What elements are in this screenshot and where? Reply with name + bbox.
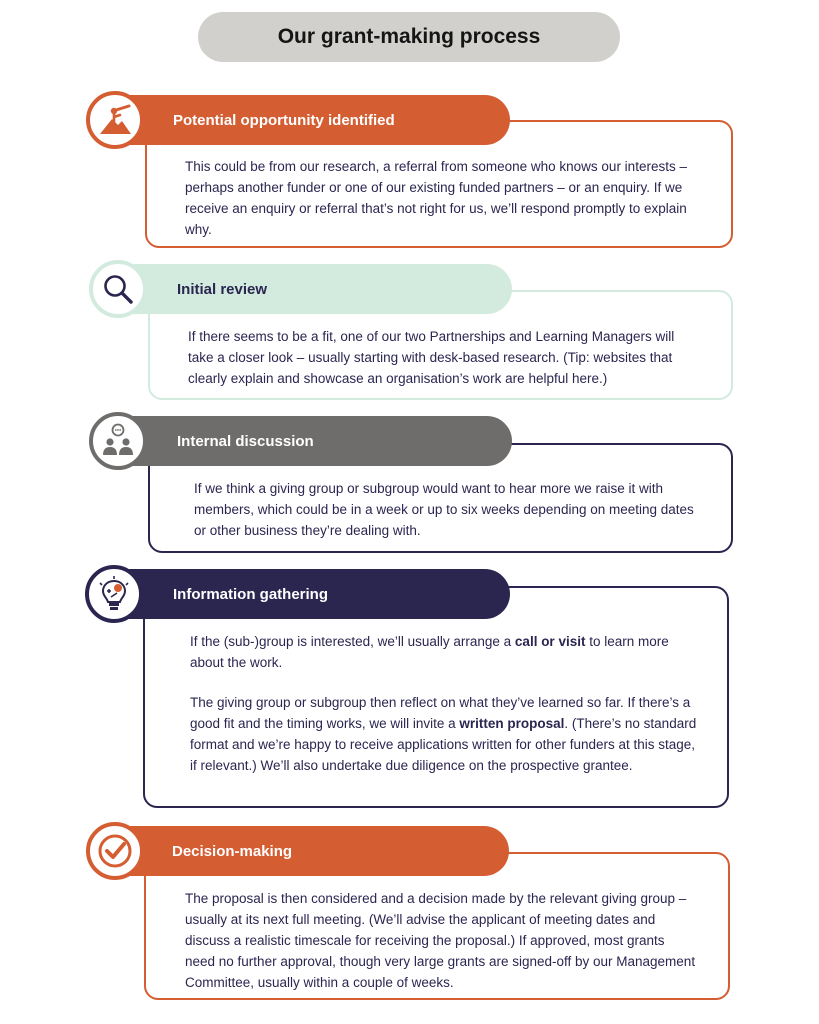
- step-header-information: [118, 569, 510, 619]
- checkmark-icon: [95, 831, 135, 871]
- page-title: Our grant-making process: [198, 12, 620, 62]
- step-body-paragraph-2: The giving group or subgroup then reflect on what they’ve learned so far. If there’s a good fit and the timing works, we will invite a written proposal. (There’s no standard format and we’re happy to receive applications written for other funders at this stage, if relevant.) We’ll also undertake due diligence on the prospective grantee.: [190, 695, 697, 773]
- step-header-decision: [117, 826, 509, 876]
- step-icon-review: [89, 260, 147, 318]
- step-icon-opportunity: [86, 91, 144, 149]
- people-discussion-icon: [99, 422, 137, 460]
- step-body: If we think a giving group or subgroup would want to hear more we raise it with members, which could be in a week or up to six weeks depending on meeting dates or other business they’re dealing with.: [194, 481, 694, 538]
- step-heading: Information gathering: [173, 585, 328, 603]
- step-heading: Decision-making: [172, 842, 293, 860]
- step-icon-discussion: [89, 412, 147, 470]
- step-body-paragraph-1: If the (sub-)group is interested, we’ll usually arrange a call or visit to learn more about the work.: [190, 634, 669, 670]
- step-heading: Initial review: [177, 280, 268, 298]
- step-header-review: [120, 264, 512, 314]
- lightbulb-ideas-icon: [95, 575, 133, 613]
- step-body: If there seems to be a fit, one of our two Partnerships and Learning Managers will take a closer look – usually starting with desk-based research. (Tip: websites that clearly explain and showcase an organisation’s work are helpful here.): [188, 329, 675, 386]
- step-body: The proposal is then considered and a decision made by the relevant giving group – usually at its next full meeting. (We’ll advise the applicant of meeting dates and discuss a realistic timescale for receiving the proposal.) If approved, most grants need no further approval, though very large grants are signed-off by our Management Committee, usually within a couple of weeks.: [185, 891, 696, 990]
- step-heading: Potential opportunity identified: [173, 111, 395, 129]
- step-header-opportunity: [120, 95, 510, 145]
- step-heading: Internal discussion: [177, 432, 314, 450]
- step-card-information: [143, 586, 729, 808]
- step-header-discussion: [120, 416, 512, 466]
- emphasis-written-proposal: written proposal: [459, 716, 565, 731]
- magnifying-glass-icon: [100, 271, 136, 307]
- emphasis-call-or-visit: call or visit: [514, 634, 586, 649]
- step-icon-decision: [86, 822, 144, 880]
- person-on-summit-with-telescope-icon: [96, 101, 134, 139]
- step-icon-information: [85, 565, 143, 623]
- step-body: This could be from our research, a referral from someone who knows our interests – perhaps another funder or one of our existing funded partners – or an enquiry. If we receive an enquiry or referral that’s not right for us, we’ll respond promptly to explain why.: [185, 159, 687, 237]
